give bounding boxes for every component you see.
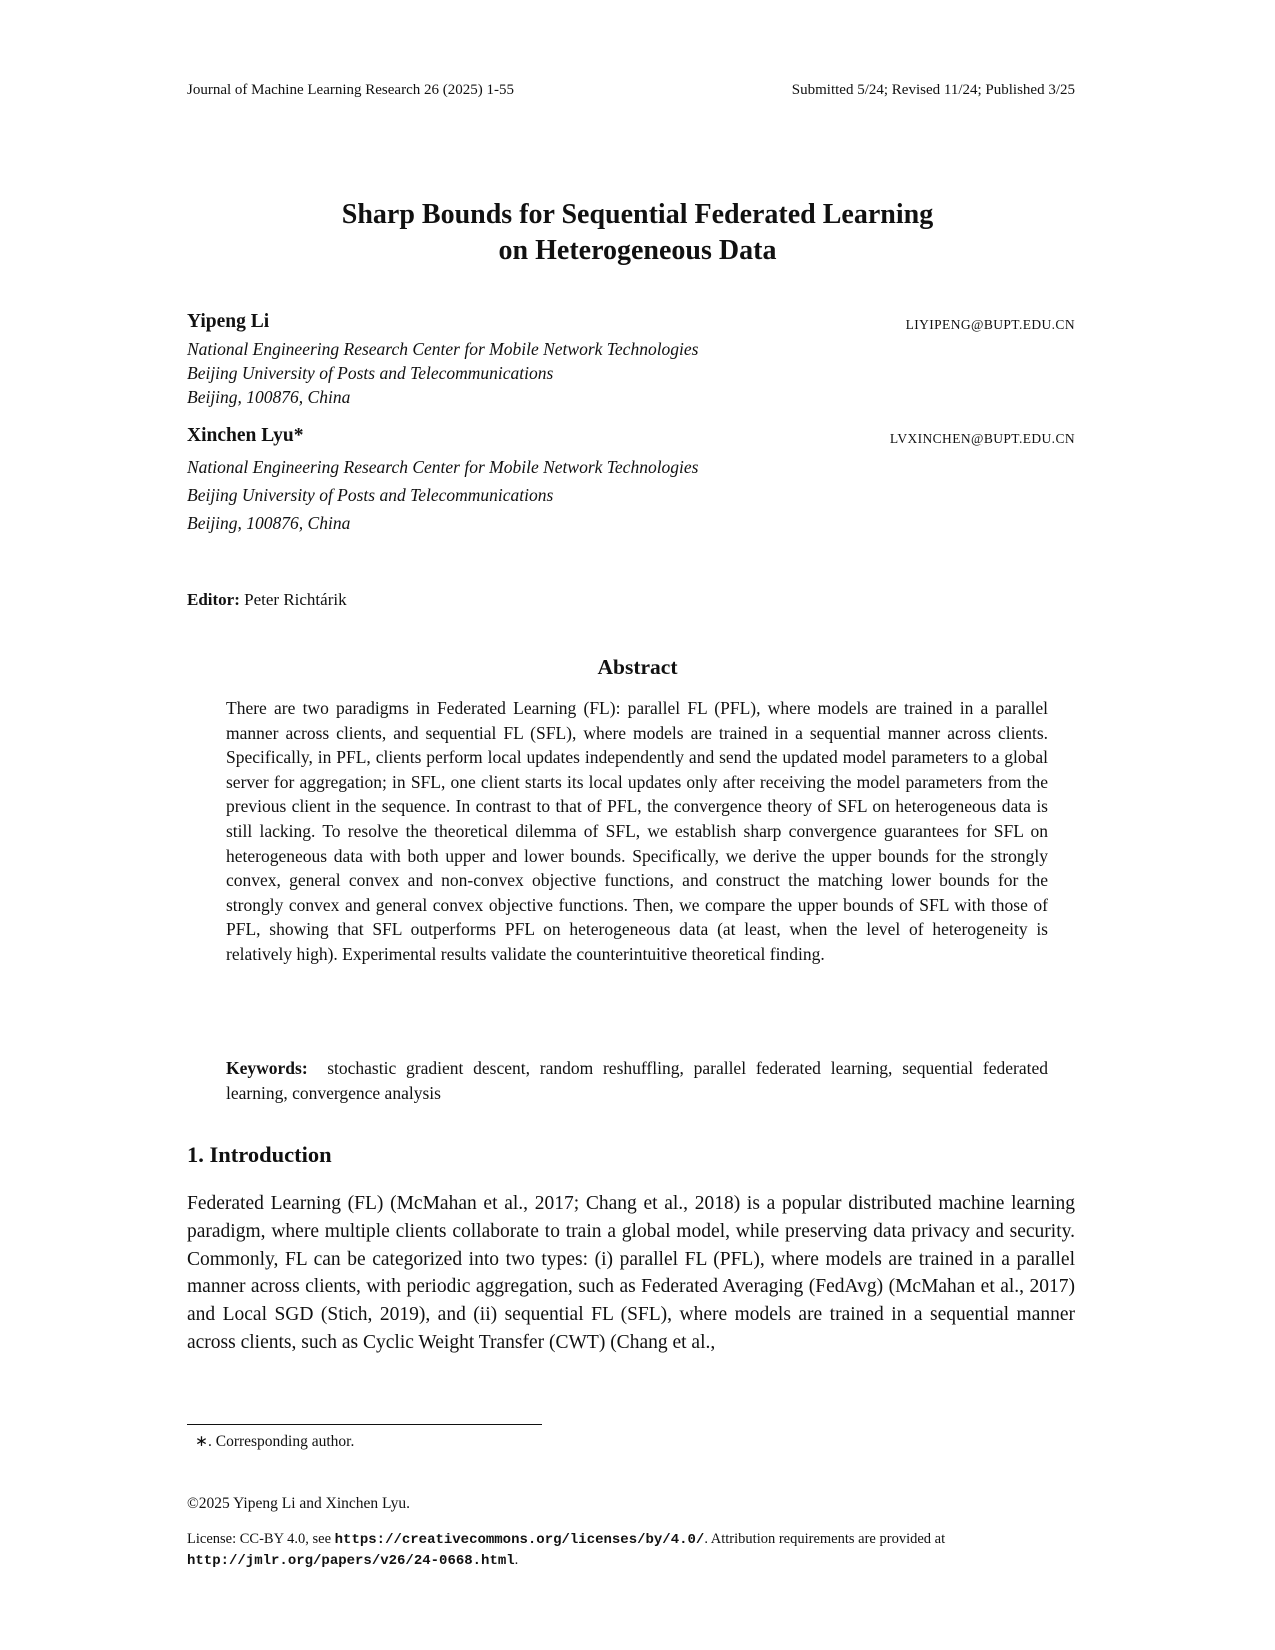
affiliation-line: Beijing University of Posts and Telecommunications bbox=[187, 485, 554, 505]
section-heading: 1. Introduction bbox=[187, 1142, 332, 1167]
title-line-1: Sharp Bounds for Sequential Federated Learning bbox=[341, 199, 934, 230]
affiliation-line: Beijing University of Posts and Telecommunications bbox=[187, 363, 554, 383]
keywords-label: Keywords: bbox=[226, 1058, 308, 1078]
introduction-text: Federated Learning (FL) (McMahan et al., 2017; Chang et al., 2018) is a popular distributed machine learning paradigm, where multiple clients collaborate to train a global model, while preserving data privacy and security. Commonly, FL can be categorized into two types: (i) parallel FL (PFL), where models are trained in a parallel manner across clients, with periodic aggregation, such as Federated Averaging (FedAvg) (McMahan et al., 2017) and Local SGD (Stich, 2019), and (ii) sequential FL (SFL), where models are trained in a sequential manner across clients, such as Cyclic Weight Transfer (CWT) (Chang et al., bbox=[187, 1193, 1075, 1353]
author-affiliation bbox=[187, 337, 699, 409]
author-email[interactable]: LIYIPENG@BUPT.EDU.CN bbox=[905, 317, 1075, 332]
affiliation-line: Beijing, 100876, China bbox=[187, 513, 351, 533]
editor-name: Peter Richtárik bbox=[244, 590, 347, 609]
abstract-text: There are two paradigms in Federated Learning (FL): parallel FL (PFL), where models are trained in a parallel manner across clients, and sequential FL (SFL), where models are trained in a sequential manner across clients. Specifically, in PFL, clients perform local updates independently and send the updated model parameters to a global server for aggregation; in SFL, one client starts its local updates only after receiving the model parameters from the previous client in the sequence. In contrast to that of PFL, the convergence theory of SFL on heterogeneous data is still lacking. To resolve the theoretical dilemma of SFL, we establish sharp convergence guarantees for SFL on heterogeneous data with both upper and lower bounds. Specifically, we derive the upper bounds for the strongly convex, general convex and non-convex objective functions, and construct the matching lower bounds for the strongly convex and general convex objective functions. Then, we compare the upper bounds of SFL with those of PFL, showing that SFL outperforms PFL on heterogeneous data (at least, when the level of heterogeneity is relatively high). Experimental results validate the counterintuitive theoretical finding. bbox=[226, 698, 1048, 964]
keywords-text: stochastic gradient descent, random reshuffling, parallel federated learning, sequential federated learning, convergence analysis bbox=[226, 1058, 1049, 1103]
license-url-link[interactable]: https://creativecommons.org/licenses/by/4.0/ bbox=[334, 1532, 705, 1548]
footnote: ∗. Corresponding author. bbox=[195, 1433, 355, 1450]
affiliation-line: Beijing, 100876, China bbox=[187, 387, 351, 407]
paper-url-link[interactable]: http://jmlr.org/papers/v26/24-0668.html bbox=[187, 1553, 515, 1569]
author-email[interactable]: LVXINCHEN@BUPT.EDU.CN bbox=[889, 431, 1075, 446]
license-suffix: . bbox=[514, 1552, 519, 1568]
affiliation-line: National Engineering Research Center for Mobile Network Technologies bbox=[187, 457, 699, 477]
license-notice bbox=[187, 1529, 1075, 1571]
copyright-notice: ©2025 Yipeng Li and Xinchen Lyu. bbox=[187, 1495, 411, 1512]
title-line-2: on Heterogeneous Data bbox=[498, 235, 777, 266]
publication-dates: Submitted 5/24; Revised 11/24; Published 3/25 bbox=[791, 82, 1075, 98]
editor-label: Editor: bbox=[187, 590, 240, 609]
author-name: Yipeng Li bbox=[187, 311, 270, 332]
author-name: Xinchen Lyu* bbox=[187, 425, 304, 446]
abstract-heading: Abstract bbox=[597, 655, 678, 679]
keywords bbox=[226, 1056, 1048, 1105]
license-prefix: License: CC-BY 4.0, see bbox=[187, 1531, 335, 1547]
author-affiliation bbox=[187, 453, 699, 537]
paper-title bbox=[0, 197, 1275, 269]
editor-line bbox=[187, 590, 347, 610]
journal-header: Journal of Machine Learning Research 26 (2025) 1-55 bbox=[187, 82, 514, 98]
footnote-divider bbox=[187, 1424, 542, 1425]
license-middle: . Attribution requirements are provided at bbox=[704, 1531, 946, 1547]
affiliation-line: National Engineering Research Center for Mobile Network Technologies bbox=[187, 339, 699, 359]
